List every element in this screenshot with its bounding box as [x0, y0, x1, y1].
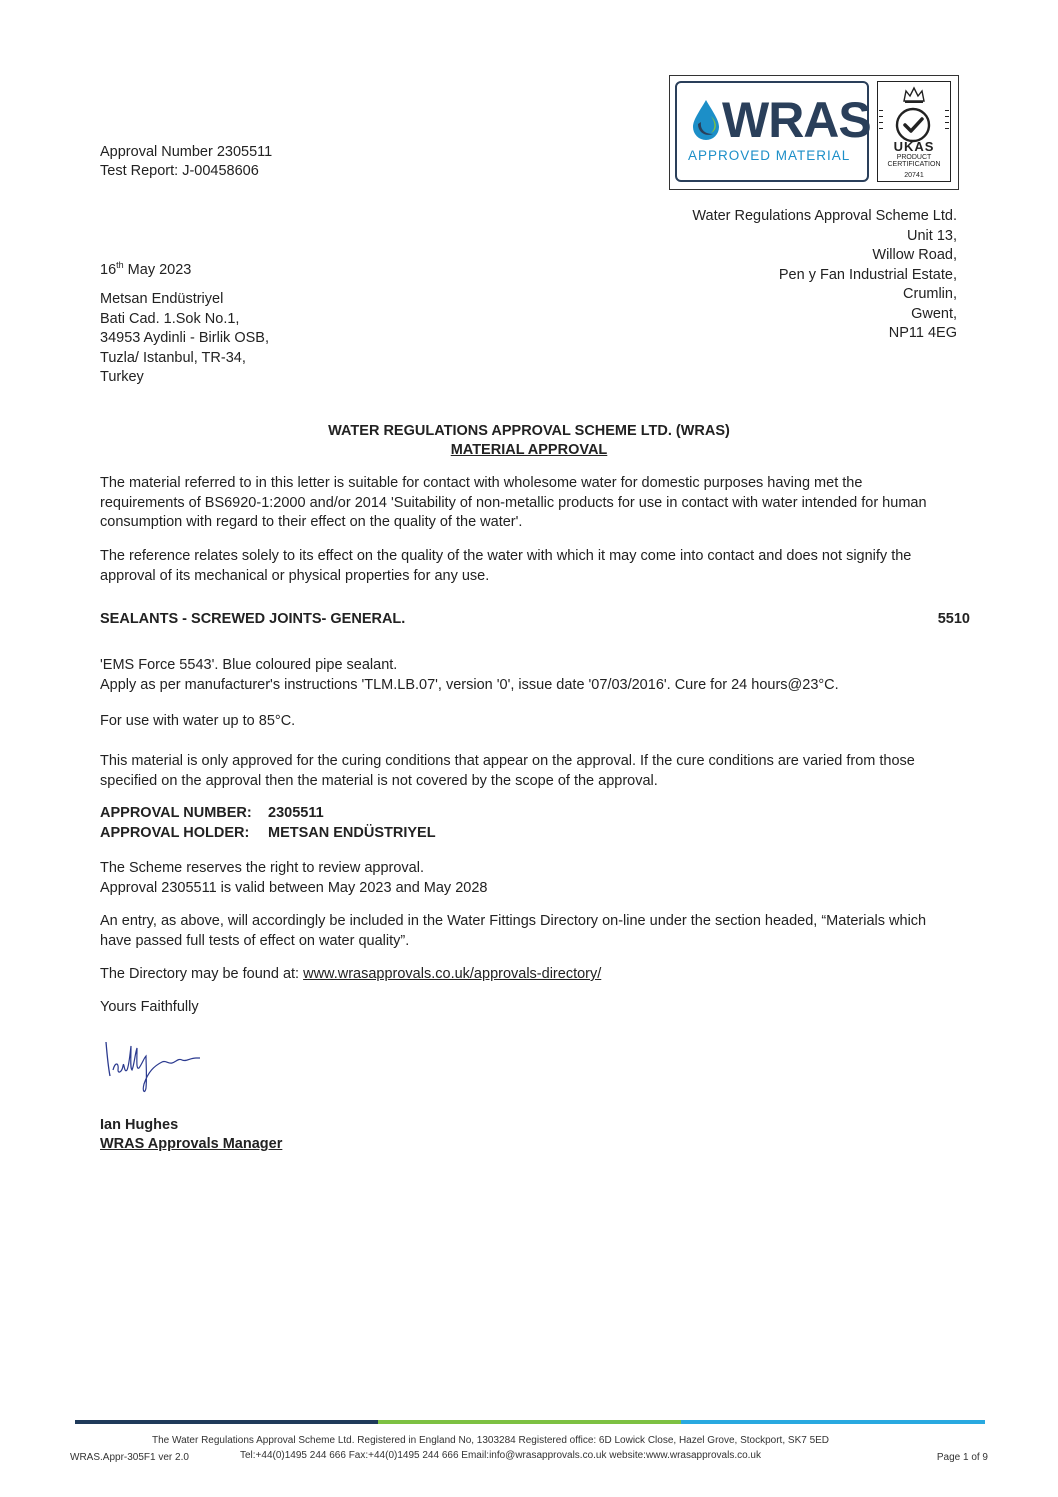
paragraph-line: requirements of BS6920-1:2000 and/or 2014 'Suitability of non-metallic products for use in contact with water intended for human — [100, 494, 927, 511]
category-code: 5510 — [937, 611, 970, 627]
footer-color-bar — [75, 1420, 985, 1424]
signatory-name: Ian Hughes — [100, 1117, 179, 1133]
curing-paragraph — [100, 752, 915, 791]
crown-icon — [902, 86, 926, 104]
review-line: The Scheme reserves the right to review approval. — [100, 860, 424, 876]
ukas-number: 20741 — [904, 172, 924, 179]
address-line: Crumlin, — [903, 286, 957, 302]
ukas-subtitle-2: CERTIFICATION — [887, 161, 941, 168]
address-line: NP11 4EG — [888, 325, 957, 341]
wras-address — [692, 207, 957, 344]
approval-holder-row — [100, 824, 436, 844]
reference-paragraph — [100, 547, 911, 586]
directory-paragraph — [100, 912, 926, 951]
recipient-line: Turkey — [100, 369, 144, 385]
address-line: Unit 13, — [907, 227, 957, 244]
footer-bar-green — [378, 1420, 681, 1424]
category-label: SEALANTS - SCREWED JOINTS- GENERAL. — [100, 611, 406, 627]
directory-link-line — [100, 965, 601, 985]
test-report-header: Test Report: J-00458606 — [100, 163, 259, 179]
intro-paragraph — [100, 474, 927, 533]
ukas-subtitle: PRODUCT — [896, 154, 932, 161]
page-number: Page 1 of 9 — [936, 1452, 988, 1463]
directory-link-prefix: The Directory may be found at: — [100, 966, 304, 982]
signature-image — [100, 1032, 210, 1098]
recipient-line: Metsan Endüstriyel — [100, 291, 224, 307]
ukas-wordmark: UKAS — [893, 139, 935, 154]
date-day: 16 — [100, 261, 117, 278]
footer-bar-navy — [75, 1420, 378, 1424]
footer-form-ref: WRAS.Appr-305F1 ver 2.0 — [70, 1452, 189, 1463]
paragraph-line: approval of its mechanical or physical properties for any use. — [100, 567, 490, 584]
approval-holder-label: APPROVAL HOLDER: — [100, 825, 250, 841]
paragraph-line: The reference relates solely to its effect on the quality of the water with which it may come into contact and does not signify the — [100, 548, 912, 564]
footer-bar-blue — [681, 1420, 985, 1424]
date-suffix: th — [116, 260, 124, 270]
paragraph-line: specified on the approval then the material is not covered by the scope of the approval. — [100, 772, 658, 789]
paragraph-line: The material referred to in this letter is suitable for contact with wholesome water for domestic purposes having met the — [100, 475, 863, 491]
product-line: 'EMS Force 5543'. Blue coloured pipe sealant. — [100, 657, 398, 673]
review-block — [100, 859, 487, 898]
signatory-title: WRAS Approvals Manager — [100, 1136, 283, 1152]
document-title: WATER REGULATIONS APPROVAL SCHEME LTD. (WRAS) — [328, 423, 730, 439]
approval-number-row — [100, 804, 324, 824]
recipient-address — [100, 290, 269, 388]
footer-contact: Tel:+44(0)1495 244 666 Fax:+44(0)1495 244 666 Email:info@wrasapprovals.co.uk website:www.wrasapprovals.co.uk — [240, 1450, 761, 1461]
paragraph-line: An entry, as above, will accordingly be included in the Water Fittings Directory on-line under the section headed, “Materials which — [100, 913, 927, 929]
address-line: Willow Road, — [872, 247, 957, 263]
paragraph-line: consumption with regard to their effect on the quality of the water'. — [100, 514, 523, 530]
product-line: Apply as per manufacturer's instructions 'TLM.LB.07', version '0', issue date '07/03/2016'. Cure for 24 hours@23°C. — [100, 676, 839, 693]
date-rest: May 2023 — [123, 261, 192, 278]
paragraph-line: This material is only approved for the curing conditions that appear on the approval. If the cure conditions are varied from those — [100, 753, 915, 769]
recipient-line: Tuzla/ Istanbul, TR-34, — [100, 349, 246, 366]
document-subtitle: MATERIAL APPROVAL — [450, 442, 608, 458]
letter-date — [100, 256, 191, 280]
temperature-line: For use with water up to 85°C. — [100, 713, 296, 729]
footer-registration: The Water Regulations Approval Scheme Ltd. Registered in England No, 1303284 Registered office: 6D Lowick Close, Hazel Grove, Stockport, SK7 5ED — [152, 1435, 830, 1446]
directory-link[interactable]: www.wrasapprovals.co.uk/approvals-directory/ — [303, 966, 602, 982]
paragraph-line: have passed full tests of effect on water quality”. — [100, 932, 410, 949]
closing: Yours Faithfully — [100, 999, 199, 1015]
logo-tagline: APPROVED MATERIAL — [688, 148, 851, 163]
recipient-line: Bati Cad. 1.Sok No.1, — [100, 310, 240, 327]
recipient-line: 34953 Aydinli - Birlik OSB, — [100, 330, 269, 346]
address-line: Gwent, — [911, 305, 957, 322]
review-line: Approval 2305511 is valid between May 2023 and May 2028 — [100, 879, 488, 896]
approval-holder-value: METSAN ENDÜSTRIYEL — [268, 825, 436, 841]
approval-number-label: APPROVAL NUMBER: — [100, 805, 252, 821]
approval-number-value: 2305511 — [268, 805, 324, 821]
address-line: Pen y Fan Industrial Estate, — [778, 266, 957, 283]
water-drop-icon — [689, 98, 723, 142]
product-description — [100, 656, 839, 695]
address-line: Water Regulations Approval Scheme Ltd. — [692, 208, 957, 224]
wras-wordmark: WRAS — [722, 92, 871, 148]
approval-number-header: Approval Number 2305511 — [100, 144, 273, 160]
